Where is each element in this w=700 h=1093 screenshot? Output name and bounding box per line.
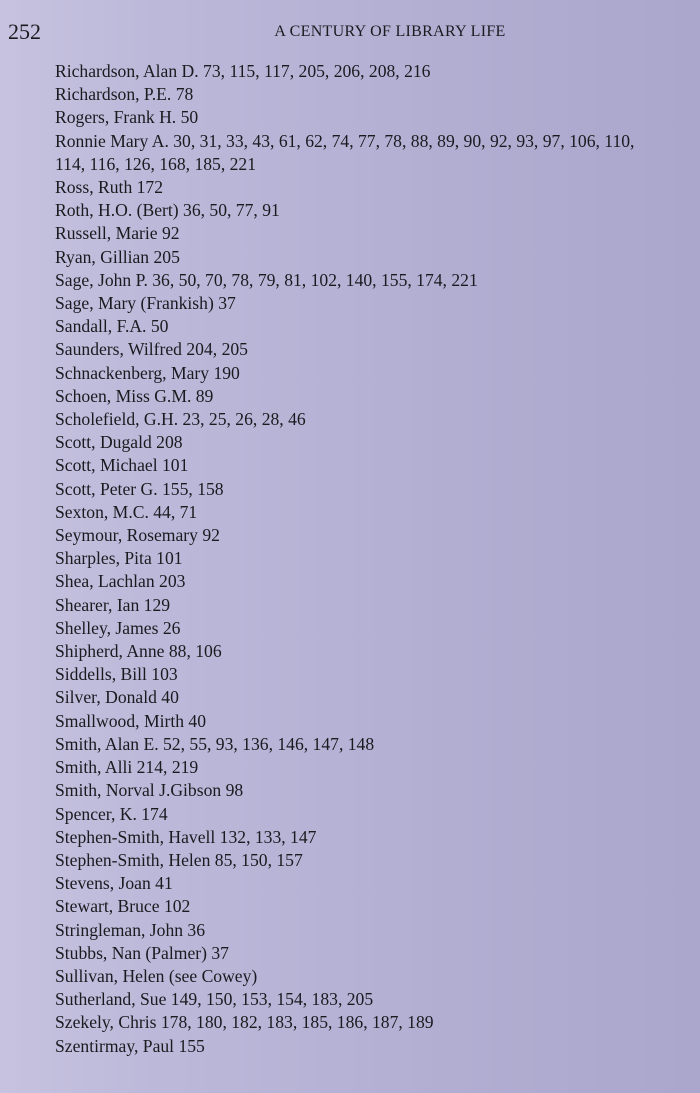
index-entry: Schnackenberg, Mary 190 xyxy=(55,362,240,383)
index-entry: Silver, Donald 40 xyxy=(55,687,179,708)
index-entry: Stevens, Joan 41 xyxy=(55,873,173,894)
index-entry: Stubbs, Nan (Palmer) 37 xyxy=(55,942,229,963)
index-entry: Scott, Dugald 208 xyxy=(55,432,183,453)
index-entry: Richardson, P.E. 78 xyxy=(55,84,194,105)
index-entry: Scholefield, G.H. 23, 25, 26, 28, 46 xyxy=(55,409,306,430)
index-entry: Sage, John P. 36, 50, 70, 78, 79, 81, 102, 140, 155, 174, 221 xyxy=(55,269,478,290)
index-entry: Ross, Ruth 172 xyxy=(55,177,164,198)
index-entry: Sharples, Pita 101 xyxy=(55,548,183,569)
index-entry: Smith, Norval J.Gibson 98 xyxy=(55,780,244,801)
index-entry: Russell, Marie 92 xyxy=(55,223,180,244)
index-entry: Smith, Alan E. 52, 55, 93, 136, 146, 147, 148 xyxy=(55,733,375,754)
index-entry: Rogers, Frank H. 50 xyxy=(55,107,199,128)
index-entry: Stringleman, John 36 xyxy=(55,919,206,940)
index-entry: Sullivan, Helen (see Cowey) xyxy=(55,965,258,986)
index-entry: Scott, Peter G. 155, 158 xyxy=(55,478,224,499)
index-entry: Szekely, Chris 178, 180, 182, 183, 185, 186, 187, 189 xyxy=(55,1012,434,1033)
index-entry: Sutherland, Sue 149, 150, 153, 154, 183, 205 xyxy=(55,989,374,1010)
index-entry: 114, 116, 126, 168, 185, 221 xyxy=(55,153,257,174)
running-head: A CENTURY OF LIBRARY LIFE xyxy=(274,23,506,40)
index-entry: Sage, Mary (Frankish) 37 xyxy=(55,293,236,314)
index-entry: Stephen-Smith, Havell 132, 133, 147 xyxy=(55,826,317,847)
index-entry: Schoen, Miss G.M. 89 xyxy=(55,385,214,406)
index-entry: Smallwood, Mirth 40 xyxy=(55,710,207,731)
index-entry: Sexton, M.C. 44, 71 xyxy=(55,501,198,522)
index-entry: Sandall, F.A. 50 xyxy=(55,316,169,337)
index-entry: Siddells, Bill 103 xyxy=(55,664,178,685)
page-header xyxy=(0,17,700,47)
index-entry: Spencer, K. 174 xyxy=(55,803,168,824)
index-entry: Stephen-Smith, Helen 85, 150, 157 xyxy=(55,849,303,870)
index-entry: Ronnie Mary A. 30, 31, 33, 43, 61, 62, 74, 77, 78, 88, 89, 90, 92, 93, 97, 106, 110, xyxy=(55,130,635,151)
index-entry: Shearer, Ian 129 xyxy=(55,594,171,615)
index-entry: Seymour, Rosemary 92 xyxy=(55,525,220,546)
index-entry: Saunders, Wilfred 204, 205 xyxy=(55,339,248,360)
page-number: 252 xyxy=(8,19,41,44)
index-entry: Szentirmay, Paul 155 xyxy=(55,1035,205,1056)
index-entry: Richardson, Alan D. 73, 115, 117, 205, 206, 208, 216 xyxy=(55,61,431,81)
index-entry: Shelley, James 26 xyxy=(55,617,181,638)
index-entry: Smith, Alli 214, 219 xyxy=(55,757,199,778)
index-entry: Shea, Lachlan 203 xyxy=(55,571,186,592)
index-entries xyxy=(55,60,685,1058)
index-entry: Roth, H.O. (Bert) 36, 50, 77, 91 xyxy=(55,200,280,221)
index-entry: Stewart, Bruce 102 xyxy=(55,896,191,917)
index-entry: Ryan, Gillian 205 xyxy=(55,246,180,267)
index-entry: Shipherd, Anne 88, 106 xyxy=(55,641,222,662)
index-entry: Scott, Michael 101 xyxy=(55,455,189,476)
